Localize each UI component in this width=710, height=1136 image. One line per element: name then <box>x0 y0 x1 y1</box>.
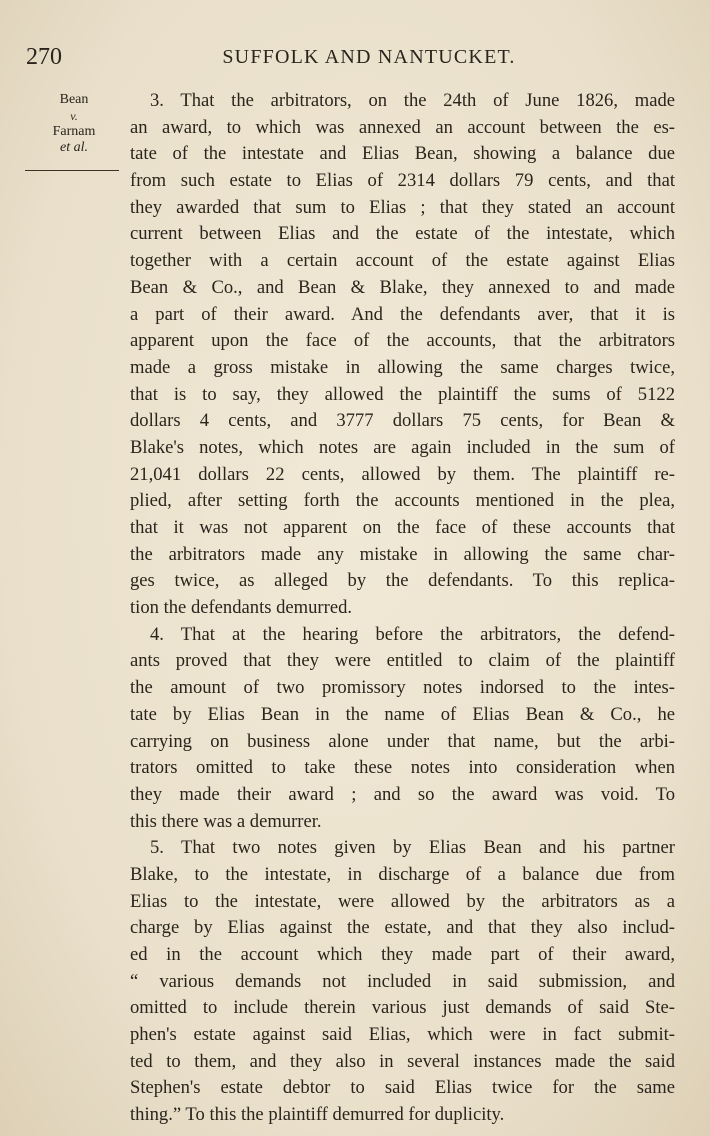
running-head: SUFFOLK AND NANTUCKET. <box>222 46 516 68</box>
text-line: that is to say, they allowed the plaintiff the sums of 5122 <box>130 383 675 405</box>
text-line: made a gross mistake in allowing the same charges twice, <box>130 356 675 378</box>
paragraph <box>130 88 675 622</box>
text-line: that it was not apparent on the face of these accounts that <box>130 517 675 538</box>
text-line: together with a certain account of the estate against Elias <box>130 250 675 272</box>
text-line: plied, after setting forth the accounts mentioned in the plea, <box>130 490 675 512</box>
margin-line: Bean <box>59 92 89 107</box>
text-line: from such estate to Elias of 2314 dollars 79 cents, and that <box>130 170 675 192</box>
body-text <box>130 88 675 1129</box>
text-line: 4. That at the hearing before the arbitrators, the defend- <box>150 623 675 645</box>
text-line: trators omitted to take these notes into consideration when <box>130 757 675 779</box>
page-number: 270 <box>26 44 62 70</box>
text-line: Stephen's estate debtor to said Elias twice for the same <box>130 1077 675 1099</box>
text-line: 3. That the arbitrators, on the 24th of June 1826, made <box>150 90 675 111</box>
text-line: Blake's notes, which notes are again included in the sum of <box>130 436 675 458</box>
margin-line: et al. <box>60 140 88 155</box>
text-line: dollars 4 cents, and 3777 dollars 75 cents, for Bean & <box>130 410 675 432</box>
margin-case-note <box>30 92 118 156</box>
text-line: current between Elias and the estate of the intestate, which <box>130 223 675 245</box>
text-line: ges twice, as alleged by the defendants. To this replica- <box>130 570 675 592</box>
margin-line: v. <box>70 109 78 123</box>
text-line: 21,041 dollars 22 cents, allowed by them. The plaintiff re- <box>130 463 675 485</box>
text-line: ants proved that they were entitled to claim of the plaintiff <box>130 650 675 672</box>
text-line: tate by Elias Bean in the name of Elias Bean & Co., he <box>130 703 675 725</box>
text-line: tion the defendants demurred. <box>130 597 353 619</box>
text-line: Elias to the intestate, were allowed by the arbitrators as a <box>130 890 675 912</box>
text-line: this there was a demurrer. <box>130 810 322 832</box>
margin-line: Farnam <box>52 124 96 139</box>
text-line: “ various demands not included in said submission, and <box>130 970 675 992</box>
paragraph <box>130 835 675 1129</box>
text-line: they made their award ; and so the award was void. To <box>130 783 675 805</box>
text-line: charge by Elias against the estate, and that they also includ- <box>130 917 675 939</box>
text-line: thing.” To this the plaintiff demurred for duplicity. <box>130 1104 505 1126</box>
text-line: they awarded that sum to Elias ; that they stated an account <box>130 196 675 218</box>
text-line: the amount of two promissory notes indorsed to the intes- <box>130 677 675 699</box>
text-line: Bean & Co., and Bean & Blake, they annexed to and made <box>130 276 675 298</box>
margin-rule <box>25 170 119 171</box>
text-line: ed in the account which they made part of their award, <box>130 944 675 965</box>
paragraph <box>130 622 675 836</box>
text-line: tate of the intestate and Elias Bean, showing a balance due <box>130 143 675 165</box>
text-line: a part of their award. And the defendants aver, that it is <box>130 303 675 325</box>
text-line: carrying on business alone under that name, but the arbi- <box>130 730 675 752</box>
text-line: ted to them, and they also in several instances made the said <box>130 1050 675 1072</box>
text-line: omitted to include therein various just demands of said Ste- <box>130 997 675 1019</box>
text-line: 5. That two notes given by Elias Bean and his partner <box>150 837 675 859</box>
text-line: an award, to which was annexed an account between the es- <box>130 116 675 138</box>
text-line: the arbitrators made any mistake in allowing the same char- <box>130 543 675 565</box>
text-line: Blake, to the intestate, in discharge of a balance due from <box>130 863 675 885</box>
text-line: phen's estate against said Elias, which were in fact submit- <box>130 1024 675 1046</box>
text-line: apparent upon the face of the accounts, that the arbitrators <box>130 330 675 352</box>
